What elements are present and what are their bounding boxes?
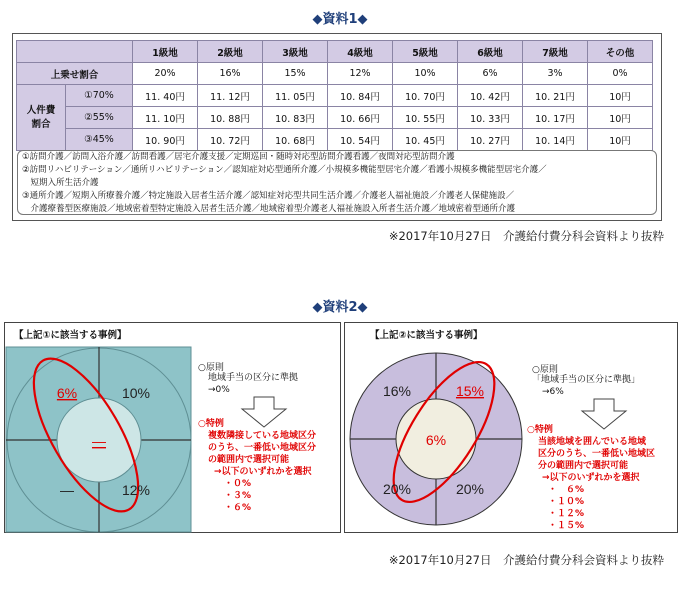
surcharge-cell: 15% [263, 63, 328, 85]
left-special-line: の範囲内で選択可能 [208, 455, 290, 465]
note-line: ③通所介護／短期入所療養介護／特定施設入居者生活介護／認知症対応型共同生活介護／介護老人福祉施設／介護老人保健施設／ [22, 191, 515, 201]
section2-title: 資料2 [322, 300, 358, 315]
rate-cell: 11. 40円 [133, 85, 198, 107]
labor-ratio-label [17, 85, 66, 151]
column-header: 1級地 [133, 41, 198, 63]
left-center-value: ― [92, 433, 106, 449]
diamond-icon: ◆ [357, 12, 368, 27]
table-header-row [17, 41, 653, 63]
right-quadrant-tl: 16% [382, 383, 412, 399]
rate-cell: 10. 55円 [393, 107, 458, 129]
left-quadrant-tr: 10% [121, 385, 151, 401]
right-principle-line: 「地域手当の区分に準拠」 [532, 375, 641, 385]
rate-cell: 10. 14円 [523, 129, 588, 151]
source-note-2: ※2017年10月27日 介護給付費分科会資料より抜粋 [388, 553, 664, 567]
right-special-line: ・ ６% [548, 485, 585, 495]
left-special-text [208, 430, 316, 514]
right-down-arrow-icon [580, 398, 628, 430]
right-panel-title: 【上記②に該当する事例】 [370, 330, 483, 341]
right-center-value: 6% [425, 432, 447, 448]
left-principle-text [208, 372, 298, 396]
left-special-line: ・０% [224, 479, 252, 489]
table-row [17, 63, 653, 85]
left-special-head: ○特例 [198, 419, 224, 429]
rate-cell: 10. 70円 [393, 85, 458, 107]
surcharge-cell: 3% [523, 63, 588, 85]
rate-cell: 10. 68円 [263, 129, 328, 151]
diamond-icon: ◆ [312, 12, 323, 27]
ratio-label: ②55% [66, 107, 133, 129]
table-row [17, 129, 653, 151]
rate-cell: 10円 [588, 107, 653, 129]
rate-cell: 10. 88円 [198, 107, 263, 129]
labor-ratio-text: 人件費割合 [26, 104, 56, 130]
rate-cell: 10. 72円 [198, 129, 263, 151]
right-special-head: ○特例 [527, 425, 553, 435]
rate-cell: 10. 17円 [523, 107, 588, 129]
right-special-line: ・１０% [548, 497, 585, 507]
note-line: 短期入所生活介護 [22, 178, 99, 188]
rate-cell: 10. 54円 [328, 129, 393, 151]
rate-cell: 11. 05円 [263, 85, 328, 107]
surcharge-cell: 16% [198, 63, 263, 85]
column-header: 7級地 [523, 41, 588, 63]
surcharge-cell: 10% [393, 63, 458, 85]
rate-cell: 10円 [588, 129, 653, 151]
left-special-line: ・６% [224, 503, 252, 513]
rate-cell: 10. 27円 [458, 129, 523, 151]
right-principle-line: →6% [542, 387, 564, 397]
rate-cell: 10. 33円 [458, 107, 523, 129]
section1-heading [0, 8, 680, 27]
rate-cell: 10. 90円 [133, 129, 198, 151]
rate-cell: 10. 21円 [523, 85, 588, 107]
rate-cell: 10. 66円 [328, 107, 393, 129]
column-header: その他 [588, 41, 653, 63]
right-region-diagram [340, 340, 535, 535]
diamond-icon: ◆ [357, 300, 368, 315]
left-special-line: 複数隣接している地域区分 [208, 431, 317, 441]
note-line: 介護療養型医療施設／地域密着型特定施設入居者生活介護／地域密着型介護老人福祉施設入所者生活介護／地域密着型通所介護 [22, 204, 516, 214]
right-principle-head: ○原則 [532, 365, 558, 375]
section2-heading [0, 296, 680, 315]
surcharge-label: 上乗せ割合 [17, 63, 133, 85]
left-special-line: のうち、一番低い地域区分 [208, 443, 317, 453]
left-down-arrow-icon [240, 396, 288, 428]
left-principle-head: ○原則 [198, 363, 224, 373]
right-quadrant-bl: 20% [382, 481, 412, 497]
service-notes [17, 150, 657, 215]
source-note-1: ※2017年10月27日 介護給付費分科会資料より抜粋 [388, 229, 664, 243]
rate-cell: 10円 [588, 85, 653, 107]
table-row [17, 85, 653, 107]
table-corner-cell [17, 41, 133, 63]
note-line: ①訪問介護／訪問入浴介護／訪問看護／居宅介護支援／定期巡回・随時対応型訪問介護看護／夜間対応型訪問介護 [22, 152, 455, 162]
ratio-label: ①70% [66, 85, 133, 107]
rate-table [16, 40, 653, 151]
right-special-line: ・１５% [548, 521, 585, 531]
right-quadrant-br: 20% [455, 481, 485, 497]
section1-title: 資料1 [322, 12, 358, 27]
column-header: 5級地 [393, 41, 458, 63]
right-quadrant-tr: 15% [455, 383, 485, 399]
surcharge-cell: 12% [328, 63, 393, 85]
right-special-text [538, 436, 655, 532]
diamond-icon: ◆ [312, 300, 323, 315]
ratio-label: ③45% [66, 129, 133, 151]
rate-cell: 11. 12円 [198, 85, 263, 107]
left-panel-title: 【上記①に該当する事例】 [14, 330, 127, 341]
left-special-line: →以下のいずれかを選択 [214, 467, 312, 477]
surcharge-cell: 6% [458, 63, 523, 85]
surcharge-cell: 20% [133, 63, 198, 85]
left-region-diagram [0, 340, 200, 535]
right-special-line: 区分のうち、一番低い地域区 [538, 449, 656, 459]
rate-cell: 10. 42円 [458, 85, 523, 107]
left-special-line: ・３% [224, 491, 252, 501]
right-special-line: →以下のいずれかを選択 [542, 473, 640, 483]
left-quadrant-tl: 6% [56, 385, 78, 401]
rate-cell: 11. 10円 [133, 107, 198, 129]
right-principle-text [532, 374, 640, 398]
table-row [17, 107, 653, 129]
note-line: ②訪問リハビリテーション／通所リハビリテーション／認知症対応型通所介護／小規模多機能型居宅介護／看護小規模多機能型居宅介護／ [22, 165, 547, 175]
rate-cell: 10. 45円 [393, 129, 458, 151]
rate-cell: 10. 83円 [263, 107, 328, 129]
column-header: 6級地 [458, 41, 523, 63]
right-special-line: 分の範囲内で選択可能 [538, 461, 629, 471]
column-header: 2級地 [198, 41, 263, 63]
surcharge-cell: 0% [588, 63, 653, 85]
left-principle-line: →0% [208, 385, 230, 395]
right-special-line: ・１２% [548, 509, 585, 519]
rate-cell: 10. 84円 [328, 85, 393, 107]
left-quadrant-br: 12% [121, 482, 151, 498]
right-special-line: 当該地域を囲んでいる地域 [538, 437, 647, 447]
column-header: 4級地 [328, 41, 393, 63]
left-principle-line: 地域手当の区分に準拠 [208, 373, 299, 383]
column-header: 3級地 [263, 41, 328, 63]
left-quadrant-bl: ― [60, 482, 74, 498]
